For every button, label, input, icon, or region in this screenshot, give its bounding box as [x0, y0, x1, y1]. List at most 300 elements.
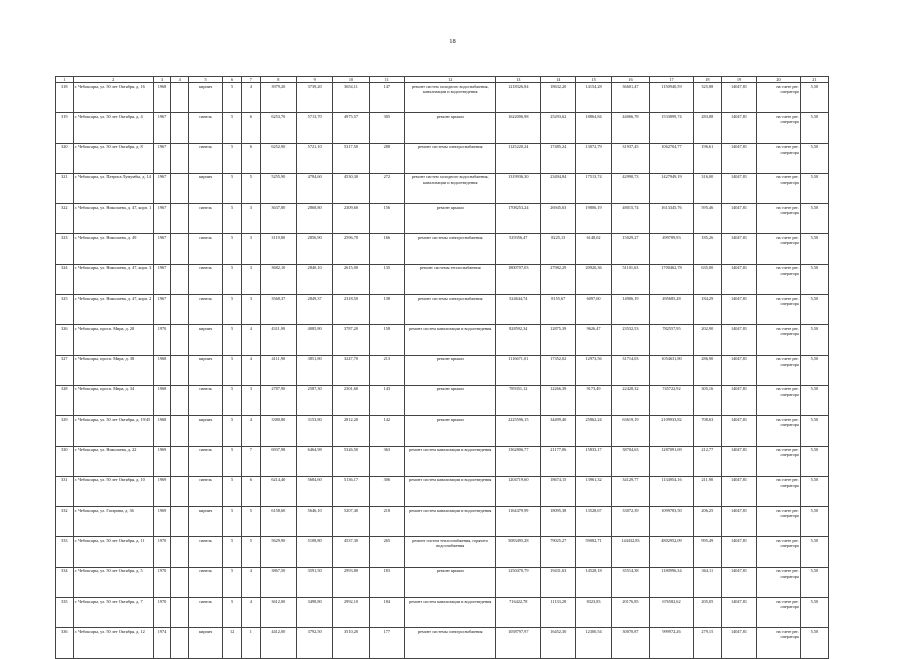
cell-work-type: ремонт системы электроснабжения [405, 143, 496, 173]
cell-col-18: 211,90 [693, 476, 721, 506]
cell-work-type: ремонт систем холодного водоснабжения, канализации и водоотведения [405, 173, 496, 203]
cell-area-total: 3612,00 [260, 598, 296, 628]
cell-wall-material: панель [188, 446, 222, 476]
cell-col-21: 5,50 [800, 598, 828, 628]
cell-col-4 [171, 385, 189, 415]
cell-area-col-10: 5326,50 [333, 446, 369, 476]
table-row [56, 385, 829, 415]
cell-col-17: 1099783,50 [650, 507, 694, 537]
cell-residents: 363 [369, 446, 404, 476]
cell-year: 1969 [153, 507, 171, 537]
cell-area-col-9: 6464,98 [296, 446, 332, 476]
cell-col-21: 5,50 [800, 295, 828, 325]
cell-col-14: 79025,27 [541, 537, 576, 567]
cell-col-4 [171, 567, 189, 597]
cell-col-17: 1613345,76 [650, 204, 694, 234]
cell-row-number: 333 [56, 537, 74, 567]
cell-wall-material: панель [188, 204, 222, 234]
cell-col-18: 364,11 [693, 567, 721, 597]
cell-area-col-10: 2992,10 [333, 598, 369, 628]
cell-entrances: 4 [241, 598, 260, 628]
cell-col-21: 5,50 [800, 385, 828, 415]
cell-col-14: 12266,39 [541, 385, 576, 415]
cell-col-15: 25862,24 [576, 416, 611, 446]
cell-entrances: 3 [241, 264, 260, 294]
column-number-cell: 9 [296, 77, 332, 83]
cell-col-17: 745722,92 [650, 385, 694, 415]
cell-wall-material: кирпич [188, 507, 222, 537]
cell-funding-source: на счете рег. оператора [757, 476, 801, 506]
cell-col-17: 499789,93 [650, 234, 694, 264]
cell-row-number: 334 [56, 567, 74, 597]
cell-year: 1970 [153, 567, 171, 597]
cell-area-col-10: 2615,00 [333, 264, 369, 294]
cell-row-number: 326 [56, 325, 74, 355]
cell-col-21: 5,50 [800, 507, 828, 537]
cell-area-col-10: 2309,60 [333, 204, 369, 234]
cell-floors: 5 [223, 598, 242, 628]
cell-address: г. Чебоксары, ул. Николаева, д. 47, корп. 3 [73, 264, 153, 294]
cell-col-17: 999972,26 [650, 628, 694, 658]
cell-col-4 [171, 446, 189, 476]
cell-col-4 [171, 143, 189, 173]
cell-funding-source: на счете рег. оператора [757, 234, 801, 264]
cell-col-18: 316,00 [693, 173, 721, 203]
cell-col-15: 17513,74 [576, 173, 611, 203]
cell-row-number: 318 [56, 83, 74, 113]
cell-area-total: 6252,90 [260, 143, 296, 173]
cell-wall-material: кирпич [188, 355, 222, 385]
cell-floors: 5 [223, 385, 242, 415]
column-number-cell: 4 [171, 77, 189, 83]
cell-col-21: 5,50 [800, 173, 828, 203]
cell-cost: 1125220,24 [496, 143, 541, 173]
cell-col-16: 20176,85 [611, 598, 649, 628]
cell-wall-material: кирпич [188, 628, 222, 658]
cell-col-16: 23532,53 [611, 325, 649, 355]
cell-col-21: 5,50 [800, 204, 828, 234]
cell-entrances: 5 [241, 537, 260, 567]
cell-col-19: 14047,81 [721, 476, 756, 506]
cell-work-type: ремонт систем канализации и водоотведения [405, 446, 496, 476]
cell-cost: 1218326,84 [496, 83, 541, 113]
cell-col-21: 5,50 [800, 264, 828, 294]
cell-col-18: 708,63 [693, 416, 721, 446]
cell-wall-material: кирпич [188, 325, 222, 355]
cell-col-21: 5,50 [800, 355, 828, 385]
cell-work-type: ремонт систем канализации и водоотведения [405, 476, 496, 506]
cell-cost: 1622006,98 [496, 113, 541, 143]
cell-col-15: 12300,54 [576, 628, 611, 658]
cell-col-17: 1150940,59 [650, 83, 694, 113]
cell-col-17: 1062704,77 [650, 143, 694, 173]
cell-row-number: 325 [56, 295, 74, 325]
cell-entrances: 5 [241, 507, 260, 537]
cell-col-16: 30070,87 [611, 628, 649, 658]
cell-area-total: 4311,90 [260, 325, 296, 355]
column-number-cell: 14 [541, 77, 576, 83]
cell-col-4 [171, 295, 189, 325]
cell-area-total: 3568,37 [260, 295, 296, 325]
cell-area-col-10: 4975,57 [333, 113, 369, 143]
cell-cost: 1164479,99 [496, 507, 541, 537]
cell-address: г. Чебоксары, ул. Николаева, д. 22 [73, 446, 153, 476]
cell-col-14: 18674,15 [541, 476, 576, 506]
cell-floors: 5 [223, 446, 242, 476]
cell-residents: 288 [369, 143, 404, 173]
column-number-cell: 6 [223, 77, 242, 83]
cell-floors: 5 [223, 234, 242, 264]
cell-work-type: ремонт крыши [405, 385, 496, 415]
cell-floors: 5 [223, 264, 242, 294]
cell-work-type: ремонт крыши [405, 355, 496, 385]
cell-area-total: 4111,90 [260, 355, 296, 385]
cell-address: г. Чебоксары, ул. 50 лет Октября, д. 12 [73, 628, 153, 658]
cell-col-14: 8225,13 [541, 234, 576, 264]
cell-cost: 1116671,01 [496, 355, 541, 385]
cell-col-18: 184,29 [693, 295, 721, 325]
cell-col-18: 305,16 [693, 385, 721, 415]
cell-col-21: 5,50 [800, 628, 828, 658]
cell-cost: 716422,78 [496, 598, 541, 628]
cell-col-19: 14047,81 [721, 507, 756, 537]
cell-row-number: 324 [56, 264, 74, 294]
cell-floors: 5 [223, 325, 242, 355]
cell-year: 1967 [153, 264, 171, 294]
cell-year: 1970 [153, 537, 171, 567]
table-row [56, 295, 829, 325]
cell-col-16: 42990,73 [611, 173, 649, 203]
cell-col-21: 5,50 [800, 113, 828, 143]
cell-col-4 [171, 355, 189, 385]
column-number-cell: 5 [188, 77, 222, 83]
cell-address: г. Чебоксары, ул. 50 лет Октября, д. 4 [73, 113, 153, 143]
column-number-cell: 21 [800, 77, 828, 83]
cell-area-col-9: 2587,30 [296, 385, 332, 415]
cell-row-number: 329 [56, 416, 74, 446]
cell-area-col-9: 5646,10 [296, 507, 332, 537]
cell-col-14: 21177,06 [541, 446, 576, 476]
cell-floors: 5 [223, 507, 242, 537]
cell-address: г. Чебоксары, ул. 50 лет Октября, д. 10 [73, 476, 153, 506]
cell-row-number: 319 [56, 113, 74, 143]
cell-area-total: 6937,98 [260, 446, 296, 476]
cell-wall-material: панель [188, 143, 222, 173]
cell-col-19: 14047,81 [721, 204, 756, 234]
cell-work-type: ремонт систем канализации и водоотведения [405, 507, 496, 537]
cell-col-14: 17485,24 [541, 143, 576, 173]
cell-address: г. Чебоксары, ул. Патриса Лумумбы, д. 14 [73, 173, 153, 203]
cell-entrances: 6 [241, 113, 260, 143]
cell-area-total: 4412,00 [260, 628, 296, 658]
cell-year: 1969 [153, 446, 171, 476]
cell-col-21: 5,50 [800, 83, 828, 113]
cell-col-19: 14047,81 [721, 446, 756, 476]
cell-area-col-10: 2993,80 [333, 567, 369, 597]
cell-col-21: 5,50 [800, 143, 828, 173]
column-number-cell: 12 [405, 77, 496, 83]
cell-floors: 5 [223, 113, 242, 143]
cell-area-col-9: 3498,80 [296, 598, 332, 628]
cell-col-4 [171, 113, 189, 143]
cell-area-col-9: 4784,60 [296, 173, 332, 203]
cell-col-16: 144432,83 [611, 537, 649, 567]
cell-col-14: 11133,28 [541, 598, 576, 628]
cell-cost: 1362806,77 [496, 446, 541, 476]
cell-row-number: 320 [56, 143, 74, 173]
cell-area-total: 6253,70 [260, 113, 296, 143]
cell-col-18: 283,88 [693, 113, 721, 143]
cell-floors: 5 [223, 295, 242, 325]
table-row [56, 325, 829, 355]
cell-address: г. Чебоксары, ул. 50 лет Октября, д. 5 [73, 567, 153, 597]
column-number-cell: 15 [576, 77, 611, 83]
column-number-cell: 11 [369, 77, 404, 83]
cell-residents: 177 [369, 628, 404, 658]
cell-col-15: 13528,67 [576, 507, 611, 537]
cell-entrances: 4 [241, 355, 260, 385]
cell-year: 1967 [153, 143, 171, 173]
cell-col-4 [171, 416, 189, 446]
cell-col-15: 14528,18 [576, 567, 611, 597]
cell-residents: 272 [369, 173, 404, 203]
cell-area-col-9: 5108,80 [296, 537, 332, 567]
cell-col-15: 15833,17 [576, 446, 611, 476]
column-number-cell: 3 [153, 77, 171, 83]
cell-col-18: 635,00 [693, 264, 721, 294]
cell-cost: 1250470,79 [496, 567, 541, 597]
cell-year: 1967 [153, 234, 171, 264]
cell-col-18: 196,61 [693, 143, 721, 173]
cell-col-14: 8155,67 [541, 295, 576, 325]
cell-wall-material: панель [188, 537, 222, 567]
cell-work-type: ремонт крыши [405, 567, 496, 597]
cell-address: г. Чебоксары, ул. Гагарина, д. 36 [73, 507, 153, 537]
table-row [56, 113, 829, 143]
cell-row-number: 323 [56, 234, 74, 264]
cell-area-col-9: 5684,60 [296, 476, 332, 506]
cell-col-17: 495685,28 [650, 295, 694, 325]
cell-entrances: 3 [241, 234, 260, 264]
cell-col-15: 59082,71 [576, 537, 611, 567]
cell-cost: 1058797,97 [496, 628, 541, 658]
cell-funding-source: на счете рег. оператора [757, 113, 801, 143]
cell-col-16: 14906,19 [611, 295, 649, 325]
cell-col-17: 1427949,19 [650, 173, 694, 203]
cell-col-17: 1134954,16 [650, 476, 694, 506]
cell-col-19: 14047,81 [721, 264, 756, 294]
cell-residents: 158 [369, 325, 404, 355]
column-number-cell: 16 [611, 77, 649, 83]
cell-funding-source: на счете рег. оператора [757, 143, 801, 173]
cell-year: 1967 [153, 113, 171, 143]
cell-area-col-9: 5713,70 [296, 113, 332, 143]
cell-area-col-9: 2840,10 [296, 264, 332, 294]
cell-cost: 828592,34 [496, 325, 541, 355]
cell-residents: 305 [369, 113, 404, 143]
cell-col-4 [171, 204, 189, 234]
cell-col-14: 23494,84 [541, 173, 576, 203]
cell-col-19: 14047,81 [721, 598, 756, 628]
cell-funding-source: на счете рег. оператора [757, 173, 801, 203]
cell-col-15: 20920,36 [576, 264, 611, 294]
cell-col-21: 5,50 [800, 234, 828, 264]
cell-area-col-10: 3510,20 [333, 628, 369, 658]
cell-address: г. Чебоксары, ул. 50 лет Октября, д. 19/45 [73, 416, 153, 446]
cell-floors: 5 [223, 476, 242, 506]
column-number-cell: 1 [56, 77, 74, 83]
cell-col-17: 4802952,09 [650, 537, 694, 567]
cell-col-14: 26945,63 [541, 204, 576, 234]
cell-area-col-10: 2596,70 [333, 234, 369, 264]
cell-col-16: 38704,63 [611, 446, 649, 476]
column-number-cell: 10 [333, 77, 369, 83]
cell-col-19: 14047,81 [721, 143, 756, 173]
cell-area-col-10: 5136,17 [333, 476, 369, 506]
cell-cost: 529356,47 [496, 234, 541, 264]
cell-entrances: 4 [241, 83, 260, 113]
cell-floors: 5 [223, 83, 242, 113]
table-row [56, 173, 829, 203]
table-row [56, 507, 829, 537]
cell-col-19: 14047,81 [721, 567, 756, 597]
cell-area-total: 3682,10 [260, 264, 296, 294]
housing-repair-table [55, 76, 829, 659]
cell-col-17: 1533899,74 [650, 113, 694, 143]
cell-funding-source: на счете рег. оператора [757, 264, 801, 294]
cell-col-14: 17352,02 [541, 355, 576, 385]
cell-residents: 138 [369, 295, 404, 325]
cell-address: г. Чебоксары, ул. 50 лет Октября, д. 7 [73, 598, 153, 628]
cell-year: 1967 [153, 173, 171, 203]
cell-year: 1967 [153, 204, 171, 234]
cell-year: 1968 [153, 385, 171, 415]
cell-work-type: ремонт крыши [405, 113, 496, 143]
cell-area-col-9: 4085,80 [296, 325, 332, 355]
cell-col-17: 1054631,80 [650, 355, 694, 385]
cell-address: г. Чебоксары, ул. Николаева, д. 47, корп. 1 [73, 204, 153, 234]
cell-area-total: 3637,80 [260, 204, 296, 234]
cell-col-15: 9173,49 [576, 385, 611, 415]
cell-funding-source: на счете рег. оператора [757, 507, 801, 537]
cell-row-number: 322 [56, 204, 74, 234]
cell-area-total: 3979,20 [260, 83, 296, 113]
cell-year: 1967 [153, 295, 171, 325]
cell-col-21: 5,50 [800, 567, 828, 597]
cell-residents: 143 [369, 385, 404, 415]
cell-row-number: 331 [56, 476, 74, 506]
column-number-cell: 18 [693, 77, 721, 83]
cell-col-21: 5,50 [800, 446, 828, 476]
cell-col-18: 595,46 [693, 204, 721, 234]
cell-col-19: 14047,81 [721, 385, 756, 415]
cell-col-15: 12973,56 [576, 355, 611, 385]
cell-work-type: ремонт системы электроснабжения [405, 628, 496, 658]
cell-col-4 [171, 476, 189, 506]
cell-area-col-9: 3153,80 [296, 416, 332, 446]
cell-area-col-9: 3792,50 [296, 628, 332, 658]
cell-year: 1974 [153, 628, 171, 658]
cell-area-col-10: 3247,70 [333, 355, 369, 385]
cell-row-number: 330 [56, 446, 74, 476]
cell-cost: 1708253,24 [496, 204, 541, 234]
cell-area-total: 3119,80 [260, 234, 296, 264]
cell-col-4 [171, 598, 189, 628]
cell-col-16: 36601,47 [611, 83, 649, 113]
cell-col-19: 14047,81 [721, 325, 756, 355]
cell-funding-source: на счете рег. оператора [757, 295, 801, 325]
cell-area-total: 6214,40 [260, 476, 296, 506]
cell-col-19: 14047,81 [721, 113, 756, 143]
cell-entrances: 1 [241, 628, 260, 658]
cell-col-16: 34129,77 [611, 476, 649, 506]
cell-row-number: 335 [56, 598, 74, 628]
cell-col-19: 14047,81 [721, 173, 756, 203]
cell-funding-source: на счете рег. оператора [757, 416, 801, 446]
cell-col-17: 1287091,69 [650, 446, 694, 476]
cell-cost: 524644,74 [496, 295, 541, 325]
cell-cost: 1204719,60 [496, 476, 541, 506]
cell-wall-material: кирпич [188, 173, 222, 203]
cell-area-col-10: 2301,60 [333, 385, 369, 415]
cell-year: 1968 [153, 416, 171, 446]
cell-residents: 265 [369, 537, 404, 567]
cell-area-col-9: 2868,80 [296, 204, 332, 234]
cell-col-19: 14047,81 [721, 295, 756, 325]
cell-year: 1968 [153, 83, 171, 113]
cell-address: г. Чебоксары, ул. 50 лет Октября, д. 8 [73, 143, 153, 173]
cell-wall-material: кирпич [188, 83, 222, 113]
cell-floors: 5 [223, 537, 242, 567]
cell-col-17: 1700462,78 [650, 264, 694, 294]
cell-wall-material: панель [188, 385, 222, 415]
cell-funding-source: на счете рег. оператора [757, 567, 801, 597]
cell-row-number: 327 [56, 355, 74, 385]
cell-col-15: 13072,79 [576, 143, 611, 173]
cell-area-total: 3380,80 [260, 416, 296, 446]
cell-col-14: 27982,29 [541, 264, 576, 294]
cell-entrances: 4 [241, 416, 260, 446]
cell-col-17: 676582,62 [650, 598, 694, 628]
cell-col-17: 2109933,82 [650, 416, 694, 446]
cell-col-14: 18095,38 [541, 507, 576, 537]
cell-col-19: 14047,81 [721, 83, 756, 113]
table-row [56, 83, 829, 113]
column-number-cell: 8 [260, 77, 296, 83]
cell-address: г. Чебоксары, ул. 50 лет Октября, д. 16 [73, 83, 153, 113]
cell-area-col-10: 3787,20 [333, 325, 369, 355]
cell-floors: 5 [223, 143, 242, 173]
cell-row-number: 328 [56, 385, 74, 415]
cell-area-col-10: 2318,50 [333, 295, 369, 325]
cell-col-16: 48015,74 [611, 204, 649, 234]
cell-work-type: ремонт крыши [405, 416, 496, 446]
cell-floors: 5 [223, 567, 242, 597]
cell-col-18: 185,26 [693, 234, 721, 264]
cell-funding-source: на счете рег. оператора [757, 83, 801, 113]
column-number-cell: 19 [721, 77, 756, 83]
cell-entrances: 6 [241, 143, 260, 173]
cell-col-4 [171, 507, 189, 537]
cell-row-number: 332 [56, 507, 74, 537]
cell-residents: 184 [369, 598, 404, 628]
cell-residents: 156 [369, 204, 404, 234]
cell-floors: 5 [223, 204, 242, 234]
table-row [56, 264, 829, 294]
cell-wall-material: кирпич [188, 416, 222, 446]
cell-funding-source: на счете рег. оператора [757, 446, 801, 476]
cell-col-16: 33072,39 [611, 507, 649, 537]
